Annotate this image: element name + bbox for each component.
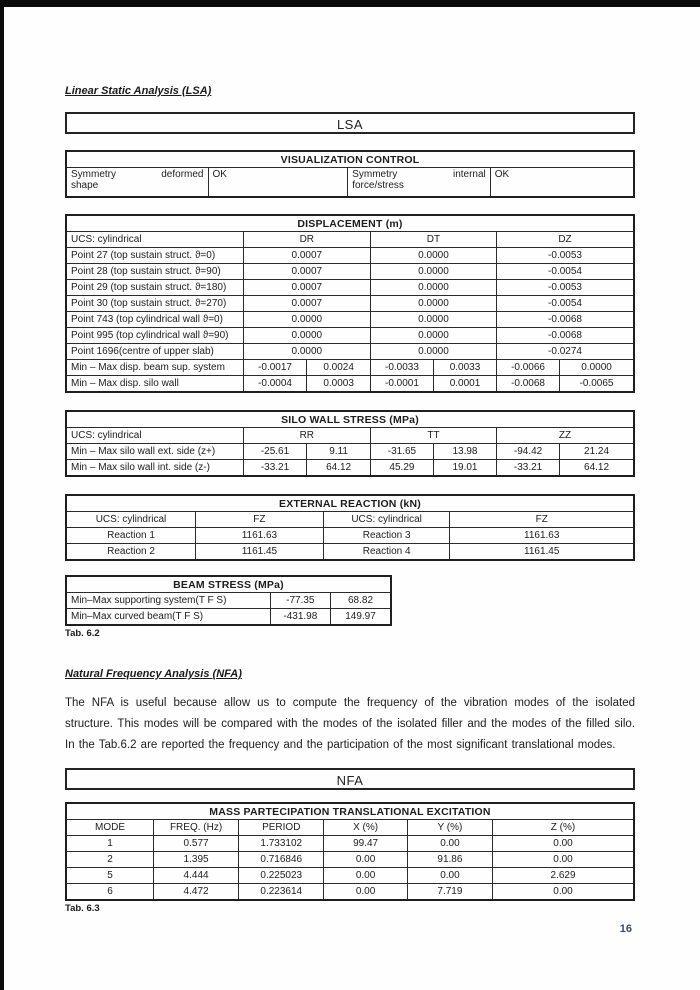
beam-stress-table	[65, 575, 392, 626]
cell: 0.0033	[433, 360, 496, 376]
table-row	[66, 344, 634, 360]
external-reaction-table	[65, 494, 635, 561]
row-label: Point 29 (top sustain struct. ϑ=180)	[66, 280, 243, 296]
cell: 0.0000	[370, 280, 496, 296]
col-header-rr: RR	[243, 428, 370, 444]
cell: 1161.63	[450, 528, 634, 544]
row-label: Point 28 (top sustain struct. ϑ=90)	[66, 264, 243, 280]
cell: -0.0053	[497, 280, 634, 296]
table-row	[66, 280, 634, 296]
table-row	[66, 264, 634, 280]
vis-text: Symmetry	[71, 169, 116, 180]
justified-line	[71, 169, 204, 180]
cell: 0.0007	[243, 264, 370, 280]
cell: 0.0000	[370, 328, 496, 344]
nfa-paragraph: The NFA is useful because allow us to compute the frequency of the vibration modes of the isolated structure. This modes will be compared with the modes of the isolated filler and the modes of the filled silo. In the Tab.6.2 are reported the frequency and the participation of the most significant translational modes.	[65, 697, 635, 751]
cell: 0.0000	[243, 344, 370, 360]
external-reaction-title: EXTERNAL REACTION (kN)	[66, 495, 634, 512]
cell: 0.0003	[307, 376, 371, 393]
table-row	[66, 852, 634, 868]
cell: 4.444	[153, 868, 238, 884]
table-row	[66, 868, 634, 884]
col-header-period: PERIOD	[239, 820, 324, 836]
table-caption-6-3: Tab. 6.3	[65, 903, 100, 914]
page-number: 16	[619, 923, 632, 935]
cell: 0.0000	[370, 248, 496, 264]
cell: 0.0000	[243, 312, 370, 328]
table-row	[66, 168, 634, 198]
cell: 64.12	[560, 460, 634, 477]
row-label: Point 30 (top sustain struct. ϑ=270)	[66, 296, 243, 312]
col-header-mode: MODE	[66, 820, 153, 836]
cell: -0.0054	[497, 264, 634, 280]
cell: 9.11	[307, 444, 371, 460]
nfa-section-title: Natural Frequency Analysis (NFA)	[65, 668, 242, 680]
table-title-row	[66, 495, 634, 512]
cell: Reaction 1	[66, 528, 196, 544]
cell: 0.0000	[370, 296, 496, 312]
cell: -31.65	[370, 444, 433, 460]
cell: -0.0068	[497, 376, 560, 393]
cell: -77.35	[270, 593, 330, 609]
table-title-row	[66, 215, 634, 232]
justified-line	[352, 169, 486, 180]
table-row	[66, 836, 634, 852]
table-row	[66, 296, 634, 312]
table-caption-6-2: Tab. 6.2	[65, 628, 100, 639]
row-label: Min–Max supporting system(T F S)	[66, 593, 270, 609]
vis-text: Symmetry	[352, 169, 398, 180]
col-header-tt: TT	[370, 428, 496, 444]
vis-cell-ok-2: OK	[490, 168, 634, 198]
cell: Reaction 3	[323, 528, 450, 544]
lsa-banner: LSA	[65, 112, 635, 134]
cell: 7.719	[407, 884, 492, 901]
beam-stress-title: BEAM STRESS (MPa)	[66, 576, 391, 593]
col-header: FZ	[450, 512, 634, 528]
row-label: Min–Max curved beam(T F S)	[66, 609, 270, 626]
col-header-y: Y (%)	[407, 820, 492, 836]
column-header-row	[66, 232, 634, 248]
col-header-dz: DZ	[497, 232, 634, 248]
cell: 91.86	[407, 852, 492, 868]
table-row	[66, 593, 391, 609]
cell: 0.00	[324, 852, 407, 868]
vis-text: shape	[71, 180, 99, 191]
cell: 0.0000	[560, 360, 634, 376]
cell: 2	[66, 852, 153, 868]
col-header: FZ	[196, 512, 324, 528]
table-title-row	[66, 576, 391, 593]
cell: Reaction 4	[323, 544, 450, 561]
col-header-dt: DT	[370, 232, 496, 248]
cell: 0.0001	[433, 376, 496, 393]
lsa-section-title: Linear Static Analysis (LSA)	[65, 85, 212, 97]
cell: 0.0000	[370, 264, 496, 280]
cell: 1161.45	[196, 544, 324, 561]
cell: Reaction 2	[66, 544, 196, 561]
table-row	[66, 328, 634, 344]
cell: -0.0033	[370, 360, 433, 376]
cell: 0.0007	[243, 280, 370, 296]
table-row	[66, 544, 634, 561]
cell: 2.629	[493, 868, 634, 884]
table-row	[66, 528, 634, 544]
col-header: UCS: cylindrical	[323, 512, 450, 528]
column-header-row	[66, 428, 634, 444]
row-label: Point 743 (top cylindrical wall ϑ=0)	[66, 312, 243, 328]
cell: 0.0000	[370, 312, 496, 328]
cell: -25.61	[243, 444, 307, 460]
cell: 6	[66, 884, 153, 901]
row-label: Min – Max silo wall ext. side (z+)	[66, 444, 243, 460]
cell: -431.98	[270, 609, 330, 626]
cell: -0.0054	[497, 296, 634, 312]
silo-wall-stress-table	[65, 410, 635, 477]
column-header-row	[66, 820, 634, 836]
row-label: Point 995 (top cylindrical wall ϑ=90)	[66, 328, 243, 344]
ucs-label: UCS: cylindrical	[66, 232, 243, 248]
cell: 0.00	[407, 836, 492, 852]
page-content	[65, 7, 635, 935]
mass-participation-table	[65, 802, 635, 901]
cell: 0.00	[493, 836, 634, 852]
cell: -33.21	[243, 460, 307, 477]
cell: -0.0065	[560, 376, 634, 393]
cell: 0.577	[153, 836, 238, 852]
displacement-table	[65, 214, 635, 393]
cell: 0.0000	[370, 344, 496, 360]
ucs-label: UCS: cylindrical	[66, 428, 243, 444]
cell: -94.42	[497, 444, 560, 460]
mass-participation-title: MASS PARTECIPATION TRANSLATIONAL EXCITATION	[66, 803, 634, 820]
silo-wall-title: SILO WALL STRESS (MPa)	[66, 411, 634, 428]
cell: 0.00	[407, 868, 492, 884]
col-header-zz: ZZ	[497, 428, 634, 444]
col-header-dr: DR	[243, 232, 370, 248]
table-title-row	[66, 411, 634, 428]
table-row	[66, 884, 634, 901]
row-label: Min – Max disp. beam sup. system	[66, 360, 243, 376]
cell: 0.00	[493, 884, 634, 901]
displacement-title: DISPLACEMENT (m)	[66, 215, 634, 232]
cell: 19.01	[433, 460, 496, 477]
cell: 0.00	[324, 868, 407, 884]
table-row	[66, 460, 634, 477]
nfa-banner: NFA	[65, 768, 635, 790]
cell: 5	[66, 868, 153, 884]
cell: -0.0017	[243, 360, 307, 376]
cell: 1.733102	[239, 836, 324, 852]
table-row	[66, 609, 391, 626]
cell: 1	[66, 836, 153, 852]
col-header-freq: FREQ. (Hz)	[153, 820, 238, 836]
row-label: Point 27 (top sustain struct. ϑ=0)	[66, 248, 243, 264]
cell: -0.0066	[497, 360, 560, 376]
vis-text: force/stress	[352, 180, 404, 191]
table-row	[66, 360, 634, 376]
cell: 0.00	[493, 852, 634, 868]
cell: 0.223614	[239, 884, 324, 901]
cell: 68.82	[331, 593, 391, 609]
cell: 13.98	[433, 444, 496, 460]
cell: -33.21	[497, 460, 560, 477]
vis-cell-ok-1: OK	[208, 168, 348, 198]
table-row	[66, 376, 634, 393]
cell: 0.0007	[243, 296, 370, 312]
cell: 99.47	[324, 836, 407, 852]
cell: 0.225023	[239, 868, 324, 884]
vis-text: deformed	[161, 169, 204, 180]
col-header: UCS: cylindrical	[66, 512, 196, 528]
vis-text: internal	[452, 169, 486, 180]
visualization-control-title: VISUALIZATION CONTROL	[66, 151, 634, 168]
row-label: Min – Max disp. silo wall	[66, 376, 243, 393]
cell: 1161.63	[196, 528, 324, 544]
visualization-control-table	[65, 150, 635, 198]
cell: 21.24	[560, 444, 634, 460]
col-header-x: X (%)	[324, 820, 407, 836]
cell: -0.0068	[497, 312, 634, 328]
cell: 0.0007	[243, 248, 370, 264]
cell: 1.395	[153, 852, 238, 868]
cell: 0.00	[324, 884, 407, 901]
row-label: Min – Max silo wall int. side (z-)	[66, 460, 243, 477]
table-row	[66, 312, 634, 328]
cell: 0.0000	[243, 328, 370, 344]
table-title-row	[66, 151, 634, 168]
col-header-z: Z (%)	[493, 820, 634, 836]
cell: -0.0001	[370, 376, 433, 393]
cell: -0.0053	[497, 248, 634, 264]
cell: 45.29	[370, 460, 433, 477]
cell: 149.97	[331, 609, 391, 626]
vis-cell-symmetry-deformed	[66, 168, 208, 198]
cell: -0.0004	[243, 376, 307, 393]
cell: 64.12	[307, 460, 371, 477]
table-row	[66, 248, 634, 264]
row-label: Point 1696(centre of upper slab)	[66, 344, 243, 360]
table-row	[66, 444, 634, 460]
cell: 0.0024	[307, 360, 371, 376]
table-title-row	[66, 803, 634, 820]
cell: 4.472	[153, 884, 238, 901]
cell: 0.716846	[239, 852, 324, 868]
cell: -0.0068	[497, 328, 634, 344]
cell: -0.0274	[497, 344, 634, 360]
cell: 1161.45	[450, 544, 634, 561]
column-header-row	[66, 512, 634, 528]
vis-cell-symmetry-internal	[348, 168, 491, 198]
